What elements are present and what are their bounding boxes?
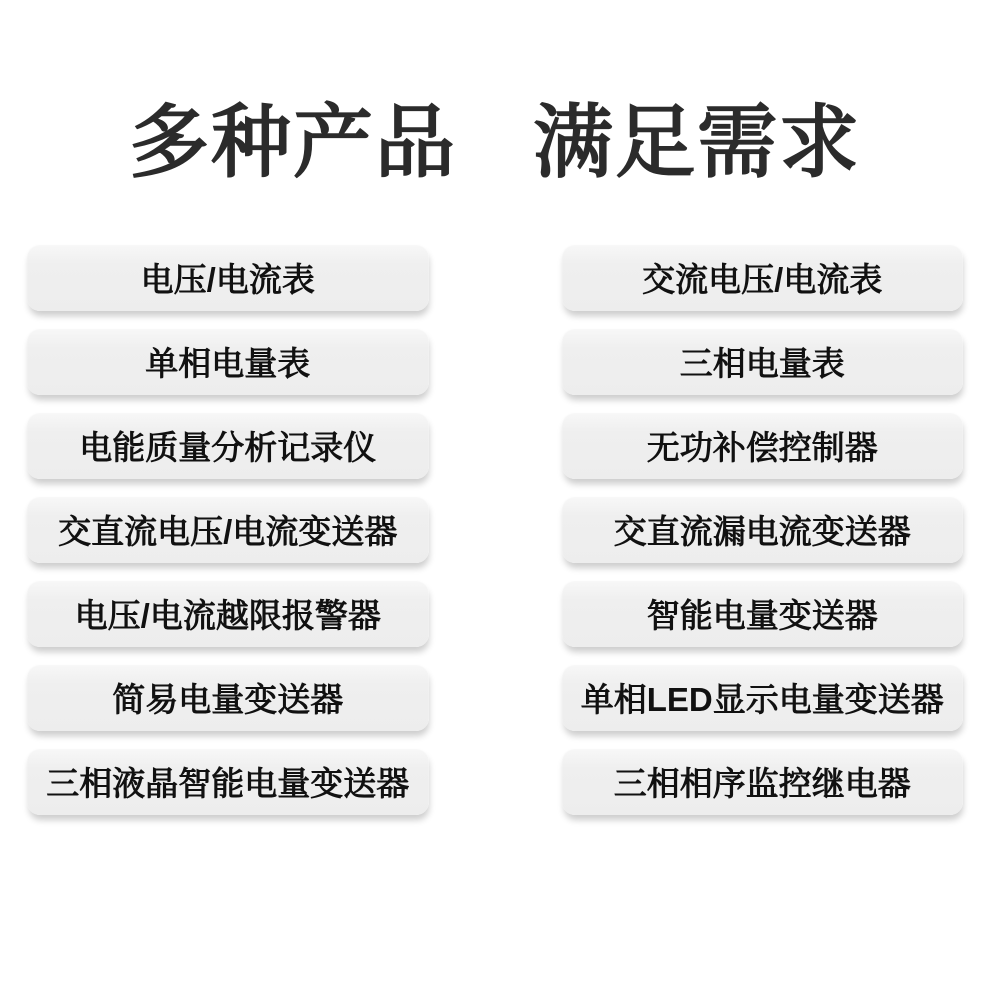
category-button[interactable]: 单相电量表 (27, 328, 429, 395)
category-button[interactable]: 三相电量表 (562, 328, 964, 395)
category-button[interactable]: 电压/电流越限报警器 (27, 580, 429, 647)
category-button[interactable]: 交流电压/电流表 (562, 244, 964, 311)
category-button[interactable]: 三相液晶智能电量变送器 (27, 748, 429, 815)
category-button[interactable]: 智能电量变送器 (562, 580, 964, 647)
category-button[interactable]: 交直流电压/电流变送器 (27, 496, 429, 563)
category-grid (0, 244, 990, 815)
category-button[interactable]: 电能质量分析记录仪 (27, 412, 429, 479)
page-title-part-1: 多种产品 (129, 98, 457, 187)
category-column-right (562, 244, 964, 815)
category-column-left (27, 244, 429, 815)
category-button[interactable]: 电压/电流表 (27, 244, 429, 311)
category-button[interactable]: 简易电量变送器 (27, 664, 429, 731)
product-categories-banner (0, 96, 990, 815)
page-title (27, 96, 963, 190)
page-title-part-2: 满足需求 (533, 98, 861, 187)
category-button[interactable]: 单相LED显示电量变送器 (562, 664, 964, 731)
category-button[interactable]: 交直流漏电流变送器 (562, 496, 964, 563)
category-button[interactable]: 无功补偿控制器 (562, 412, 964, 479)
category-button[interactable]: 三相相序监控继电器 (562, 748, 964, 815)
